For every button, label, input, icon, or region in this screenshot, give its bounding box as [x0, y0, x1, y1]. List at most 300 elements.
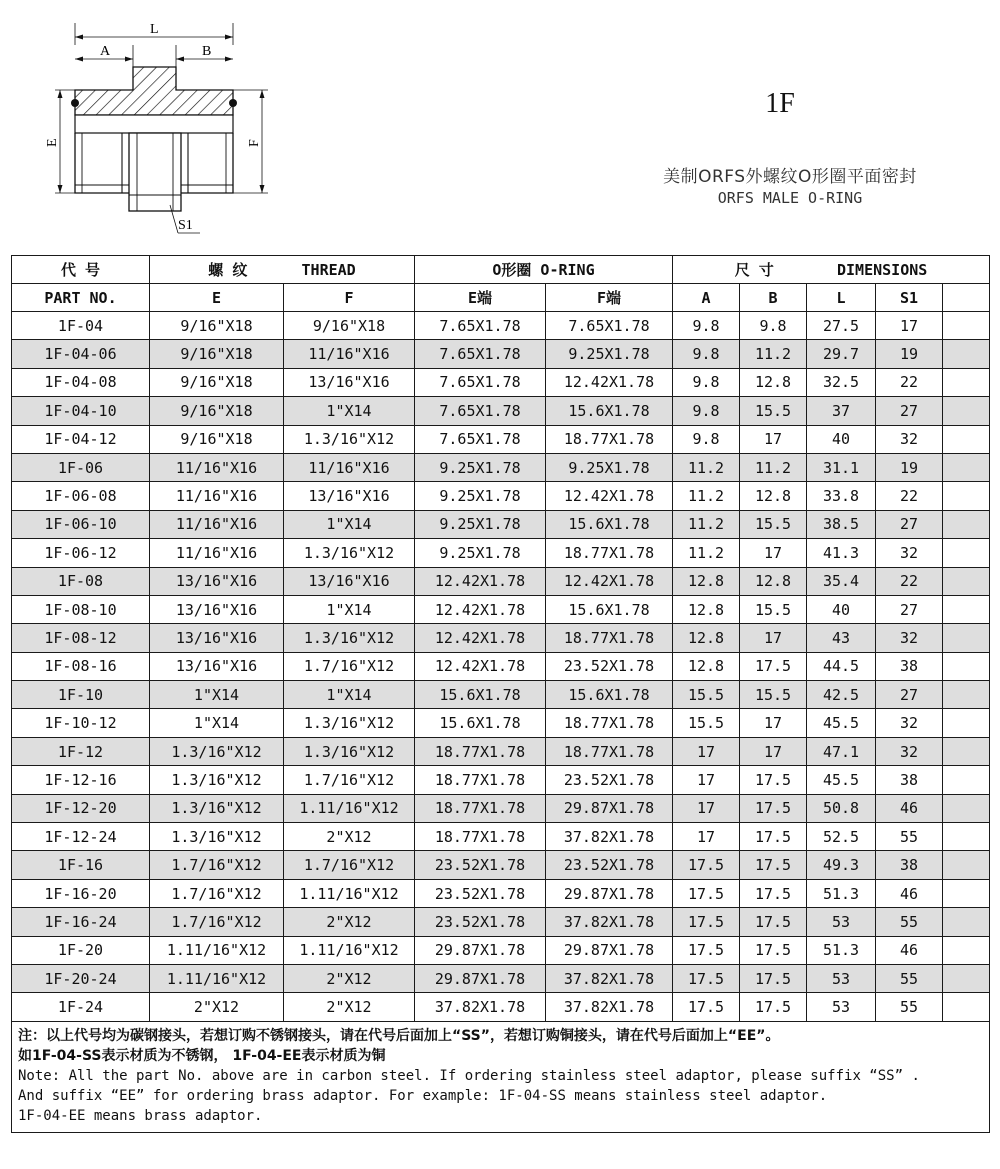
- fitting-drawing: [30, 15, 290, 240]
- label-L: L: [150, 22, 159, 37]
- cell-thread-e: 11/16"X16: [150, 539, 284, 567]
- cell-thread-e: 11/16"X16: [150, 482, 284, 510]
- cell-dim-s1: 32: [876, 425, 943, 453]
- product-code: 1F: [765, 88, 795, 119]
- cell-oring-e: 18.77X1.78: [415, 766, 546, 794]
- cell-blank: [943, 908, 990, 936]
- cell-blank: [943, 425, 990, 453]
- header-L: L: [807, 284, 876, 312]
- header-code-en: PART NO.: [12, 284, 150, 312]
- cell-dim-s1: 17: [876, 312, 943, 340]
- note-en-line3: 1F-04-EE means brass adaptor.: [18, 1107, 263, 1124]
- cell-dim-a: 12.8: [673, 624, 740, 652]
- cell-oring-e: 9.25X1.78: [415, 453, 546, 481]
- cell-dim-l: 49.3: [807, 851, 876, 879]
- cell-oring-f: 15.6X1.78: [546, 397, 673, 425]
- cell-thread-f: 1.3/16"X12: [284, 539, 415, 567]
- product-name-en: ORFS MALE O-RING: [717, 189, 863, 207]
- cell-blank: [943, 993, 990, 1021]
- cell-dim-a: 11.2: [673, 510, 740, 538]
- cell-dim-l: 50.8: [807, 794, 876, 822]
- table-row: [12, 964, 990, 992]
- cell-dim-a: 17.5: [673, 879, 740, 907]
- cell-thread-e: 13/16"X16: [150, 595, 284, 623]
- table-row: [12, 312, 990, 340]
- note-en-line1: Note: All the part No. above are in carbon steel. If ordering stainless steel adaptor, please suffix “SS” .: [18, 1067, 920, 1084]
- cell-dim-b: 11.2: [740, 340, 807, 368]
- header-thread: [150, 256, 415, 284]
- cell-dim-b: 15.5: [740, 397, 807, 425]
- cell-blank: [943, 709, 990, 737]
- cell-dim-b: 12.8: [740, 368, 807, 396]
- cell-dim-s1: 38: [876, 652, 943, 680]
- cell-dim-s1: 32: [876, 539, 943, 567]
- cell-dim-a: 9.8: [673, 312, 740, 340]
- cell-dim-l: 29.7: [807, 340, 876, 368]
- cell-thread-f: 1"X14: [284, 397, 415, 425]
- cell-thread-f: 13/16"X16: [284, 368, 415, 396]
- cell-dim-b: 12.8: [740, 482, 807, 510]
- cell-thread-e: 1"X14: [150, 709, 284, 737]
- cell-blank: [943, 851, 990, 879]
- cell-part-no: 1F-12-24: [12, 823, 150, 851]
- cell-part-no: 1F-08-16: [12, 652, 150, 680]
- cell-part-no: 1F-10-12: [12, 709, 150, 737]
- cell-dim-a: 15.5: [673, 681, 740, 709]
- cell-dim-l: 53: [807, 908, 876, 936]
- cell-oring-f: 12.42X1.78: [546, 368, 673, 396]
- cell-thread-e: 1.3/16"X12: [150, 823, 284, 851]
- cell-part-no: 1F-12: [12, 737, 150, 765]
- note-row: [12, 1021, 990, 1132]
- cell-dim-a: 17: [673, 823, 740, 851]
- cell-dim-s1: 27: [876, 510, 943, 538]
- cell-oring-e: 12.42X1.78: [415, 595, 546, 623]
- cell-dim-a: 17: [673, 794, 740, 822]
- cell-dim-s1: 55: [876, 908, 943, 936]
- cell-thread-f: 9/16"X18: [284, 312, 415, 340]
- cell-thread-e: 11/16"X16: [150, 453, 284, 481]
- cell-dim-b: 17.5: [740, 993, 807, 1021]
- cell-thread-e: 9/16"X18: [150, 340, 284, 368]
- cell-oring-e: 23.52X1.78: [415, 908, 546, 936]
- cell-blank: [943, 567, 990, 595]
- cell-thread-e: 1"X14: [150, 681, 284, 709]
- cell-dim-s1: 27: [876, 595, 943, 623]
- header-S1: S1: [876, 284, 943, 312]
- cell-part-no: 1F-04: [12, 312, 150, 340]
- cell-dim-b: 15.5: [740, 510, 807, 538]
- cell-oring-e: 7.65X1.78: [415, 368, 546, 396]
- label-E: E: [45, 138, 60, 147]
- cell-oring-f: 7.65X1.78: [546, 312, 673, 340]
- table-row: [12, 425, 990, 453]
- header-E-end: E端: [415, 284, 546, 312]
- cell-dim-a: 17: [673, 737, 740, 765]
- cell-oring-e: 7.65X1.78: [415, 340, 546, 368]
- table-row: [12, 453, 990, 481]
- cell-oring-f: 18.77X1.78: [546, 709, 673, 737]
- cell-dim-s1: 46: [876, 794, 943, 822]
- cell-dim-l: 52.5: [807, 823, 876, 851]
- cell-part-no: 1F-04-10: [12, 397, 150, 425]
- cell-oring-f: 29.87X1.78: [546, 879, 673, 907]
- table-row: [12, 567, 990, 595]
- cell-part-no: 1F-16: [12, 851, 150, 879]
- cell-dim-a: 11.2: [673, 539, 740, 567]
- cell-dim-s1: 46: [876, 879, 943, 907]
- cell-thread-e: 1.3/16"X12: [150, 737, 284, 765]
- cell-dim-a: 12.8: [673, 652, 740, 680]
- header-A: A: [673, 284, 740, 312]
- cell-dim-b: 17: [740, 425, 807, 453]
- cell-blank: [943, 595, 990, 623]
- cell-part-no: 1F-20: [12, 936, 150, 964]
- cell-oring-e: 15.6X1.78: [415, 681, 546, 709]
- cell-thread-e: 1.11/16"X12: [150, 936, 284, 964]
- cell-oring-e: 18.77X1.78: [415, 737, 546, 765]
- cell-dim-s1: 27: [876, 681, 943, 709]
- table-row: [12, 510, 990, 538]
- header-F: F: [284, 284, 415, 312]
- cell-thread-f: 1.11/16"X12: [284, 879, 415, 907]
- cell-blank: [943, 964, 990, 992]
- spec-table: [11, 255, 990, 1133]
- cell-part-no: 1F-12-16: [12, 766, 150, 794]
- cell-oring-e: 18.77X1.78: [415, 794, 546, 822]
- label-B: B: [202, 44, 212, 59]
- cell-dim-a: 9.8: [673, 368, 740, 396]
- cell-part-no: 1F-16-20: [12, 879, 150, 907]
- cell-thread-f: 13/16"X16: [284, 482, 415, 510]
- cell-blank: [943, 681, 990, 709]
- cell-blank: [943, 510, 990, 538]
- cell-dim-a: 9.8: [673, 425, 740, 453]
- cell-oring-e: 7.65X1.78: [415, 397, 546, 425]
- cell-thread-e: 13/16"X16: [150, 624, 284, 652]
- table-row: [12, 823, 990, 851]
- cell-thread-f: 1.3/16"X12: [284, 425, 415, 453]
- cell-dim-l: 51.3: [807, 879, 876, 907]
- cell-thread-e: 1.7/16"X12: [150, 908, 284, 936]
- cell-dim-l: 45.5: [807, 709, 876, 737]
- cell-thread-f: 13/16"X16: [284, 567, 415, 595]
- table-row: [12, 993, 990, 1021]
- header-E: E: [150, 284, 284, 312]
- header-blank: [943, 284, 990, 312]
- header-thread-cn: 螺 纹: [208, 261, 248, 279]
- cell-oring-e: 18.77X1.78: [415, 823, 546, 851]
- cell-blank: [943, 737, 990, 765]
- cell-blank: [943, 539, 990, 567]
- cell-oring-f: 12.42X1.78: [546, 482, 673, 510]
- table-row: [12, 368, 990, 396]
- cell-dim-b: 17.5: [740, 936, 807, 964]
- table-row: [12, 539, 990, 567]
- cell-dim-a: 9.8: [673, 340, 740, 368]
- header-oring: O形圈 O-RING: [415, 256, 673, 284]
- cell-oring-e: 29.87X1.78: [415, 936, 546, 964]
- cell-oring-e: 37.82X1.78: [415, 993, 546, 1021]
- cell-dim-a: 11.2: [673, 453, 740, 481]
- cell-thread-e: 13/16"X16: [150, 567, 284, 595]
- cell-dim-b: 17.5: [740, 652, 807, 680]
- cell-dim-s1: 19: [876, 340, 943, 368]
- cell-dim-s1: 38: [876, 766, 943, 794]
- cell-oring-f: 23.52X1.78: [546, 851, 673, 879]
- cell-part-no: 1F-10: [12, 681, 150, 709]
- cell-dim-b: 17: [740, 624, 807, 652]
- table-row: [12, 766, 990, 794]
- cell-oring-f: 9.25X1.78: [546, 453, 673, 481]
- cell-part-no: 1F-04-12: [12, 425, 150, 453]
- cell-oring-e: 29.87X1.78: [415, 964, 546, 992]
- cell-part-no: 1F-16-24: [12, 908, 150, 936]
- cell-oring-e: 23.52X1.78: [415, 879, 546, 907]
- cell-part-no: 1F-24: [12, 993, 150, 1021]
- cell-blank: [943, 936, 990, 964]
- cell-thread-f: 1.7/16"X12: [284, 766, 415, 794]
- cell-dim-l: 44.5: [807, 652, 876, 680]
- cell-dim-b: 17: [740, 737, 807, 765]
- table-row: [12, 482, 990, 510]
- cell-thread-f: 1"X14: [284, 595, 415, 623]
- cell-blank: [943, 368, 990, 396]
- cell-dim-l: 27.5: [807, 312, 876, 340]
- cell-thread-f: 1"X14: [284, 510, 415, 538]
- cell-oring-f: 29.87X1.78: [546, 794, 673, 822]
- cell-thread-e: 1.3/16"X12: [150, 766, 284, 794]
- cell-dim-l: 32.5: [807, 368, 876, 396]
- cell-dim-b: 17.5: [740, 766, 807, 794]
- label-S1: S1: [178, 218, 193, 233]
- cell-thread-f: 2"X12: [284, 964, 415, 992]
- cell-dim-a: 17.5: [673, 993, 740, 1021]
- table-row: [12, 397, 990, 425]
- cell-part-no: 1F-06-08: [12, 482, 150, 510]
- label-A: A: [100, 44, 111, 59]
- table-row: [12, 794, 990, 822]
- header-B: B: [740, 284, 807, 312]
- cell-part-no: 1F-12-20: [12, 794, 150, 822]
- cell-oring-e: 9.25X1.78: [415, 510, 546, 538]
- table-row: [12, 851, 990, 879]
- table-row: [12, 340, 990, 368]
- cell-dim-s1: 38: [876, 851, 943, 879]
- cell-oring-f: 23.52X1.78: [546, 766, 673, 794]
- cell-part-no: 1F-08: [12, 567, 150, 595]
- table-row: [12, 737, 990, 765]
- cell-blank: [943, 823, 990, 851]
- table-row: [12, 936, 990, 964]
- cell-thread-e: 1.7/16"X12: [150, 879, 284, 907]
- cell-thread-e: 1.7/16"X12: [150, 851, 284, 879]
- note-cn-line1: 注：以上代号均为碳钢接头，若想订购不锈钢接头，请在代号后面加上“SS”，若想订购铜接头，请在代号后面加上“EE”。: [18, 1027, 780, 1044]
- cell-thread-f: 1.7/16"X12: [284, 851, 415, 879]
- cell-thread-e: 1.11/16"X12: [150, 964, 284, 992]
- cell-dim-b: 17.5: [740, 794, 807, 822]
- cell-oring-f: 15.6X1.78: [546, 595, 673, 623]
- product-name-cn: 美制ORFS外螺纹O形圈平面密封: [663, 167, 917, 187]
- cell-oring-e: 9.25X1.78: [415, 539, 546, 567]
- header-dimensions: [673, 256, 990, 284]
- cell-part-no: 1F-06-10: [12, 510, 150, 538]
- cell-dim-l: 38.5: [807, 510, 876, 538]
- cell-dim-b: 17.5: [740, 823, 807, 851]
- cell-dim-a: 9.8: [673, 397, 740, 425]
- cell-dim-b: 17: [740, 539, 807, 567]
- cell-thread-e: 9/16"X18: [150, 425, 284, 453]
- cell-dim-b: 17.5: [740, 964, 807, 992]
- cell-dim-l: 53: [807, 964, 876, 992]
- cell-oring-f: 37.82X1.78: [546, 993, 673, 1021]
- cell-dim-b: 17.5: [740, 879, 807, 907]
- cell-blank: [943, 652, 990, 680]
- cell-thread-f: 2"X12: [284, 993, 415, 1021]
- cell-dim-s1: 32: [876, 709, 943, 737]
- title-block: [600, 88, 980, 207]
- note-en-line2: And suffix “EE” for ordering brass adaptor. For example: 1F-04-SS means stainless steel adaptor.: [18, 1087, 828, 1104]
- cell-dim-l: 45.5: [807, 766, 876, 794]
- cell-dim-s1: 19: [876, 453, 943, 481]
- table-row: [12, 709, 990, 737]
- cell-blank: [943, 794, 990, 822]
- cell-dim-a: 12.8: [673, 567, 740, 595]
- cell-oring-f: 12.42X1.78: [546, 567, 673, 595]
- table-row: [12, 908, 990, 936]
- cell-thread-e: 1.3/16"X12: [150, 794, 284, 822]
- cell-part-no: 1F-04-08: [12, 368, 150, 396]
- cell-thread-f: 1.3/16"X12: [284, 737, 415, 765]
- cell-dim-l: 40: [807, 425, 876, 453]
- cell-dim-a: 15.5: [673, 709, 740, 737]
- cell-dim-s1: 27: [876, 397, 943, 425]
- cell-blank: [943, 340, 990, 368]
- label-F: F: [247, 139, 262, 147]
- cell-oring-f: 15.6X1.78: [546, 510, 673, 538]
- cell-thread-e: 9/16"X18: [150, 397, 284, 425]
- cell-oring-f: 37.82X1.78: [546, 908, 673, 936]
- cell-dim-a: 12.8: [673, 595, 740, 623]
- cell-dim-l: 33.8: [807, 482, 876, 510]
- table-row: [12, 879, 990, 907]
- cell-oring-e: 12.42X1.78: [415, 624, 546, 652]
- header-dims-en: DIMENSIONS: [836, 261, 928, 279]
- cell-oring-f: 9.25X1.78: [546, 340, 673, 368]
- cell-oring-f: 18.77X1.78: [546, 425, 673, 453]
- cell-dim-l: 51.3: [807, 936, 876, 964]
- cell-dim-l: 40: [807, 595, 876, 623]
- cell-dim-l: 31.1: [807, 453, 876, 481]
- cell-thread-f: 1.11/16"X12: [284, 936, 415, 964]
- cell-blank: [943, 624, 990, 652]
- cell-oring-e: 9.25X1.78: [415, 482, 546, 510]
- cell-thread-f: 1.3/16"X12: [284, 624, 415, 652]
- note-cell: [12, 1021, 990, 1132]
- cell-blank: [943, 397, 990, 425]
- cell-oring-f: 23.52X1.78: [546, 652, 673, 680]
- cell-dim-s1: 46: [876, 936, 943, 964]
- cell-thread-e: 9/16"X18: [150, 312, 284, 340]
- cell-thread-f: 11/16"X16: [284, 453, 415, 481]
- cell-oring-f: 18.77X1.78: [546, 539, 673, 567]
- cell-dim-b: 17: [740, 709, 807, 737]
- cell-part-no: 1F-04-06: [12, 340, 150, 368]
- cell-blank: [943, 482, 990, 510]
- note-cn-line2: 如1F-04-SS表示材质为不锈钢， 1F-04-EE表示材质为铜: [18, 1047, 386, 1064]
- table-row: [12, 595, 990, 623]
- cell-dim-a: 17.5: [673, 908, 740, 936]
- header-row-2: [12, 284, 990, 312]
- cell-part-no: 1F-08-10: [12, 595, 150, 623]
- cell-dim-s1: 22: [876, 567, 943, 595]
- cell-dim-b: 15.5: [740, 595, 807, 623]
- cell-oring-e: 12.42X1.78: [415, 567, 546, 595]
- cell-oring-e: 12.42X1.78: [415, 652, 546, 680]
- cell-part-no: 1F-08-12: [12, 624, 150, 652]
- table-row: [12, 624, 990, 652]
- cell-blank: [943, 879, 990, 907]
- cell-thread-f: 1.11/16"X12: [284, 794, 415, 822]
- cell-dim-a: 11.2: [673, 482, 740, 510]
- cell-dim-s1: 22: [876, 482, 943, 510]
- cell-thread-e: 13/16"X16: [150, 652, 284, 680]
- cell-dim-l: 53: [807, 993, 876, 1021]
- cell-dim-b: 12.8: [740, 567, 807, 595]
- cell-oring-e: 7.65X1.78: [415, 425, 546, 453]
- cell-dim-a: 17.5: [673, 851, 740, 879]
- table-row: [12, 681, 990, 709]
- cell-dim-s1: 55: [876, 823, 943, 851]
- cell-dim-s1: 32: [876, 624, 943, 652]
- cell-oring-f: 29.87X1.78: [546, 936, 673, 964]
- cell-oring-f: 15.6X1.78: [546, 681, 673, 709]
- cell-dim-l: 37: [807, 397, 876, 425]
- cell-part-no: 1F-20-24: [12, 964, 150, 992]
- cell-thread-f: 11/16"X16: [284, 340, 415, 368]
- cell-dim-b: 11.2: [740, 453, 807, 481]
- cell-blank: [943, 453, 990, 481]
- cell-dim-s1: 55: [876, 993, 943, 1021]
- cell-dim-l: 42.5: [807, 681, 876, 709]
- cell-dim-s1: 55: [876, 964, 943, 992]
- cell-thread-f: 1.3/16"X12: [284, 709, 415, 737]
- cell-oring-e: 15.6X1.78: [415, 709, 546, 737]
- cell-part-no: 1F-06: [12, 453, 150, 481]
- cell-thread-e: 11/16"X16: [150, 510, 284, 538]
- cell-thread-f: 2"X12: [284, 823, 415, 851]
- cell-dim-a: 17: [673, 766, 740, 794]
- cell-thread-f: 1"X14: [284, 681, 415, 709]
- cell-dim-l: 41.3: [807, 539, 876, 567]
- cell-oring-f: 37.82X1.78: [546, 964, 673, 992]
- table-body: [12, 312, 990, 1022]
- cell-oring-f: 18.77X1.78: [546, 624, 673, 652]
- cell-dim-l: 47.1: [807, 737, 876, 765]
- cell-thread-f: 1.7/16"X12: [284, 652, 415, 680]
- header-code-cn: 代 号: [12, 256, 150, 284]
- cell-thread-f: 2"X12: [284, 908, 415, 936]
- header-thread-en: THREAD: [301, 261, 356, 279]
- cell-oring-f: 37.82X1.78: [546, 823, 673, 851]
- cell-dim-s1: 32: [876, 737, 943, 765]
- cell-dim-l: 35.4: [807, 567, 876, 595]
- header-dims-cn: 尺 寸: [734, 261, 774, 279]
- cell-dim-b: 17.5: [740, 851, 807, 879]
- cell-dim-b: 15.5: [740, 681, 807, 709]
- cell-dim-b: 9.8: [740, 312, 807, 340]
- cell-thread-e: 9/16"X18: [150, 368, 284, 396]
